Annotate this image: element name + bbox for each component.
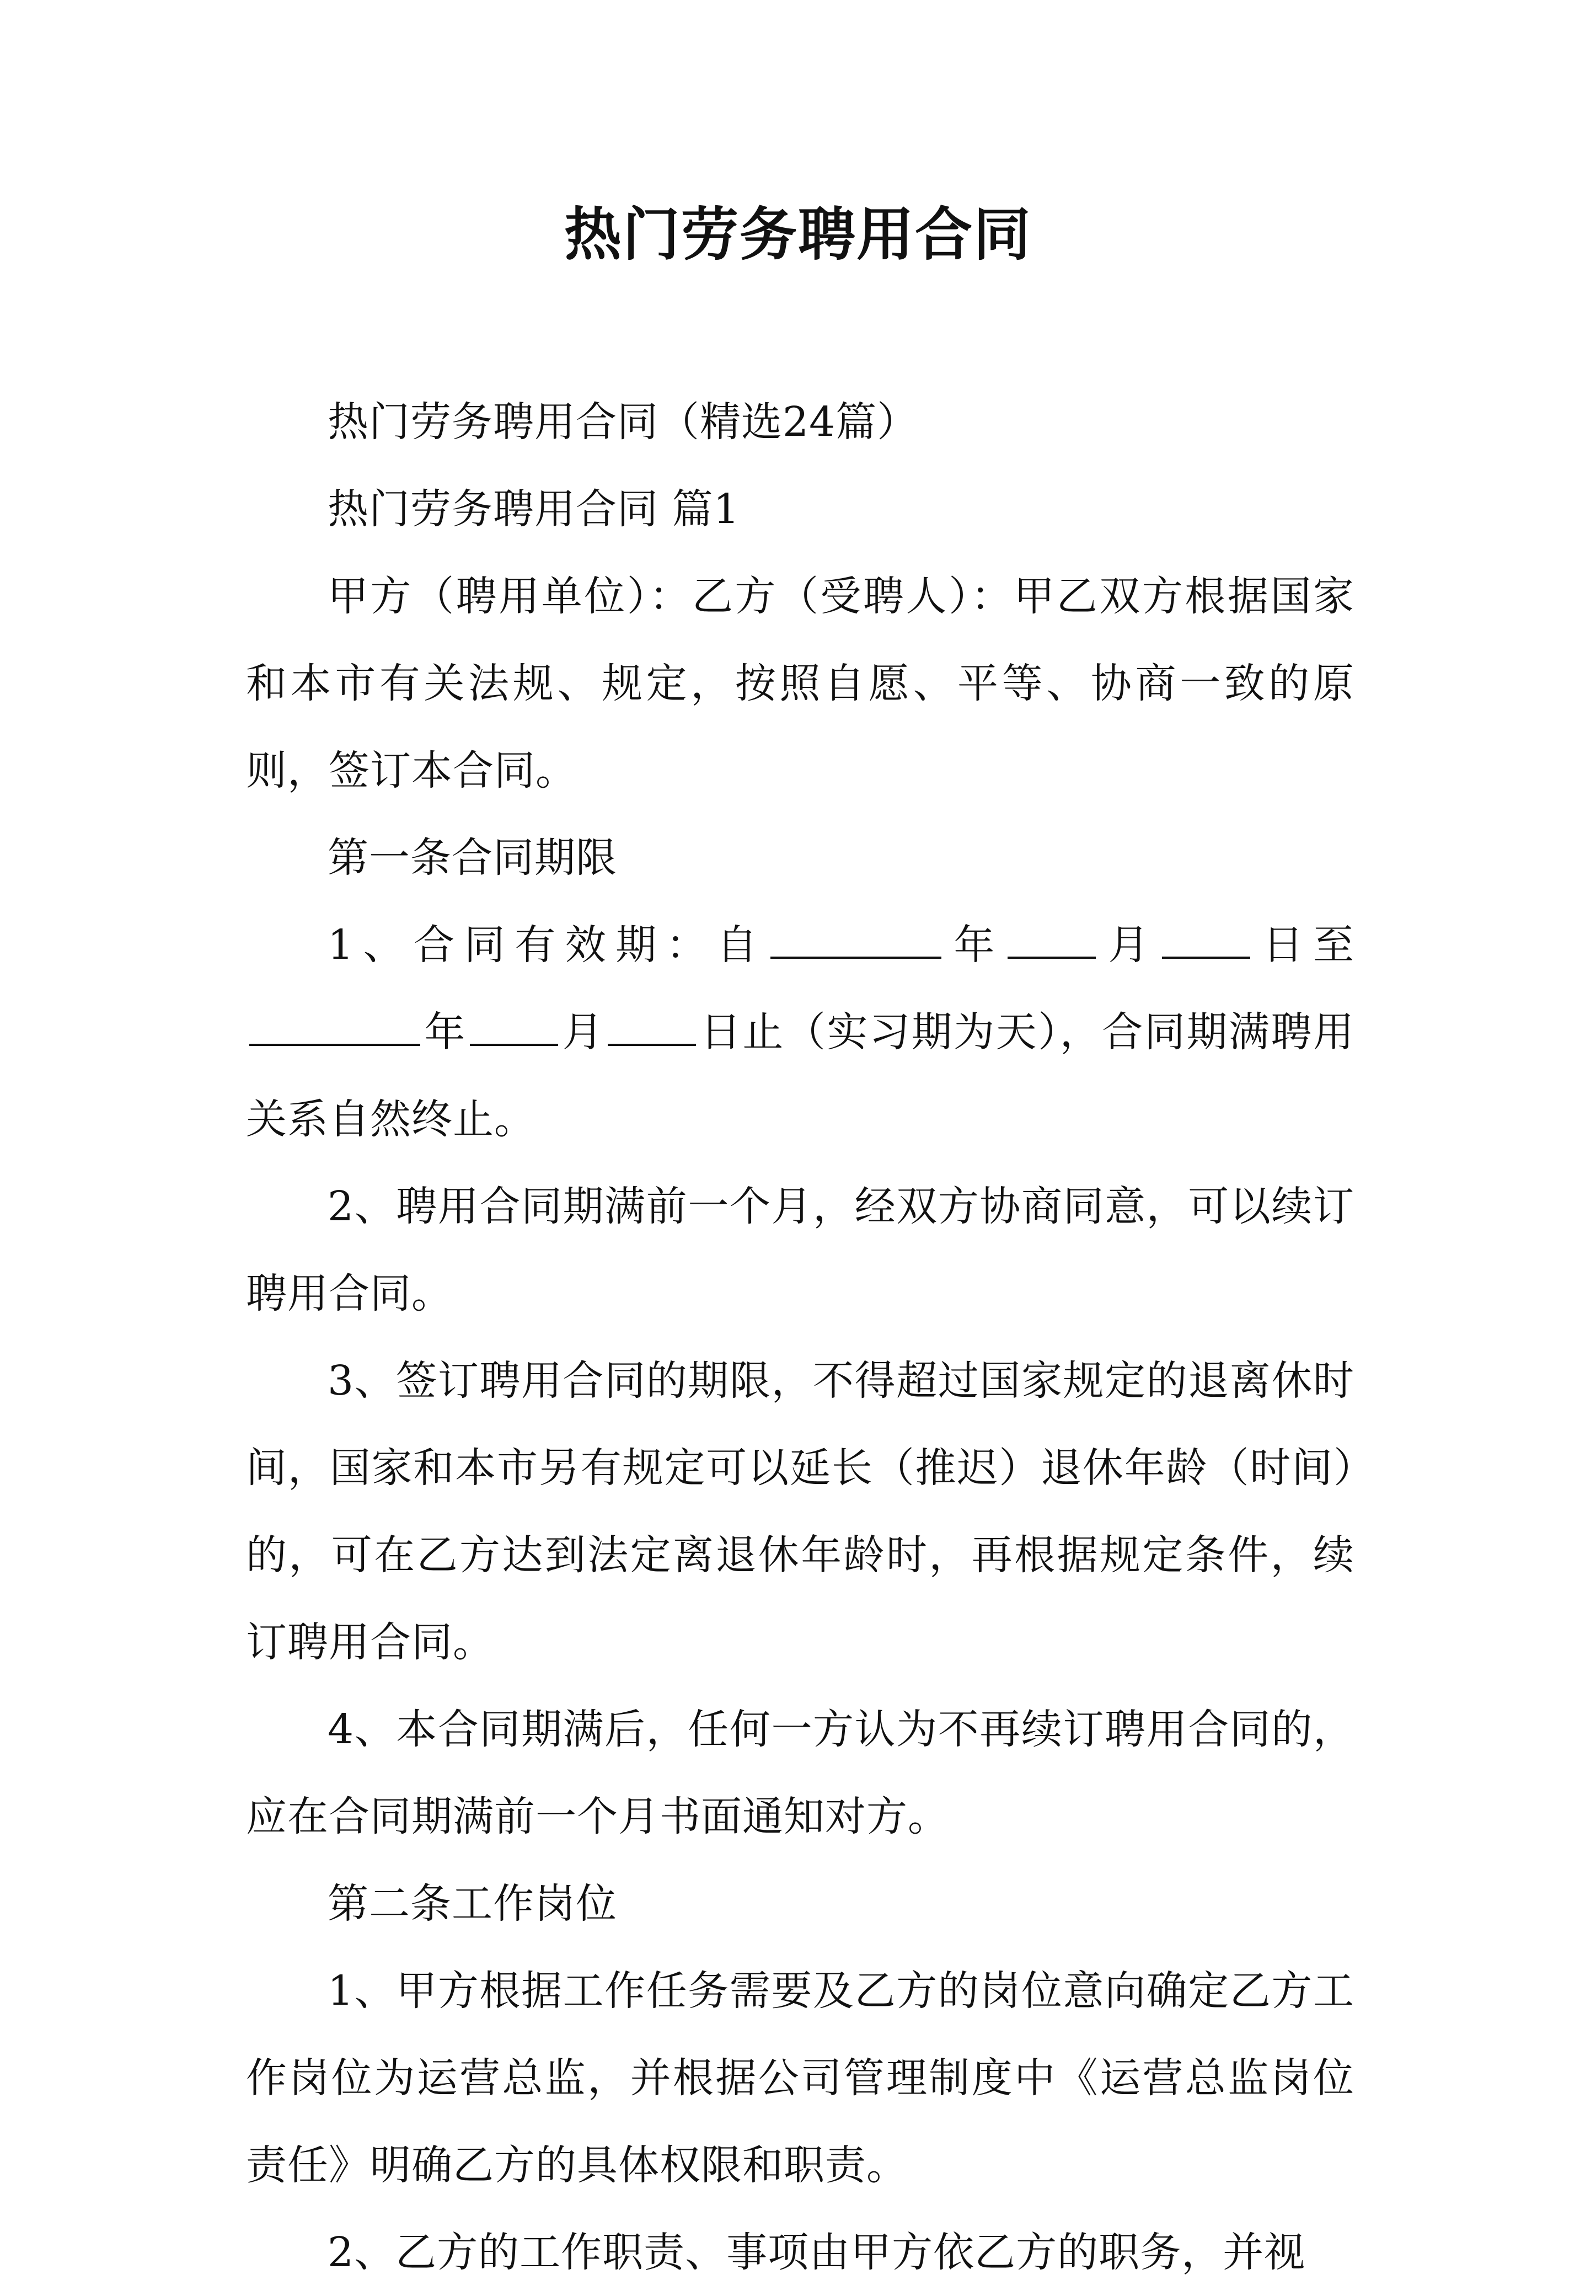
- subtitle: 热门劳务聘用合同（精选24篇）: [328, 398, 919, 446]
- end-day-blank: [608, 1011, 696, 1046]
- intro-paragraph: 甲方（聘用单位）：乙方（受聘人）：甲乙双方根据国家和本市有关法规、规定，按照自愿、平等、协商一致的原则，签订本合同。: [246, 573, 1354, 794]
- start-month-blank: [1008, 923, 1096, 959]
- part-heading: 热门劳务聘用合同 篇1: [328, 485, 740, 533]
- article-2-title: 第二条工作岗位: [328, 1880, 617, 1927]
- item-1-day-to-label: 日至: [1253, 921, 1355, 969]
- item-1-month-label: 月: [1099, 921, 1159, 969]
- article-1-item-1: [246, 901, 1354, 1163]
- item-1-year-label: 年: [944, 921, 1004, 969]
- article-2-item-2: 2、乙方的工作职责、事项由甲方依乙方的职务，并视: [328, 2229, 1306, 2276]
- article-2-item-1: 1、甲方根据工作任务需要及乙方的岗位意向确定乙方工作岗位为运营总监，并根据公司管理制度中《运营总监岗位责任》明确乙方的具体权限和职责。: [246, 1967, 1354, 2189]
- document-body: [246, 378, 1354, 2296]
- article-1-item-4: 4、本合同期满后，任何一方认为不再续订聘用合同的，应在合同期满前一个月书面通知对方。: [246, 1706, 1354, 1840]
- article-1-title: 第一条合同期限: [328, 834, 617, 882]
- item-1-text-end: 日止（实习期为天），合同期满聘用关系自然终止。: [246, 1008, 1355, 1143]
- start-year-blank: [770, 923, 941, 959]
- article-1-item-2: 2、聘用合同期满前一个月，经双方协商同意，可以续订聘用合同。: [246, 1183, 1354, 1317]
- end-month-blank: [470, 1011, 558, 1046]
- document-title: 热门劳务聘用合同: [564, 200, 1032, 268]
- item-1-end-month-label: 月: [561, 1008, 605, 1056]
- article-1-item-3: 3、签订聘用合同的期限，不得超过国家规定的退离休时间，国家和本市另有规定可以延长（推迟）退休年龄（时间）的，可在乙方达到法定离退休年龄时，再根据规定条件，续订聘用合同。: [246, 1357, 1354, 1666]
- item-1-text-start: 1、合同有效期：自: [328, 921, 767, 969]
- item-1-end-year-label: 年: [424, 1008, 467, 1056]
- end-year-blank: [249, 1011, 420, 1046]
- start-day-blank: [1162, 923, 1250, 959]
